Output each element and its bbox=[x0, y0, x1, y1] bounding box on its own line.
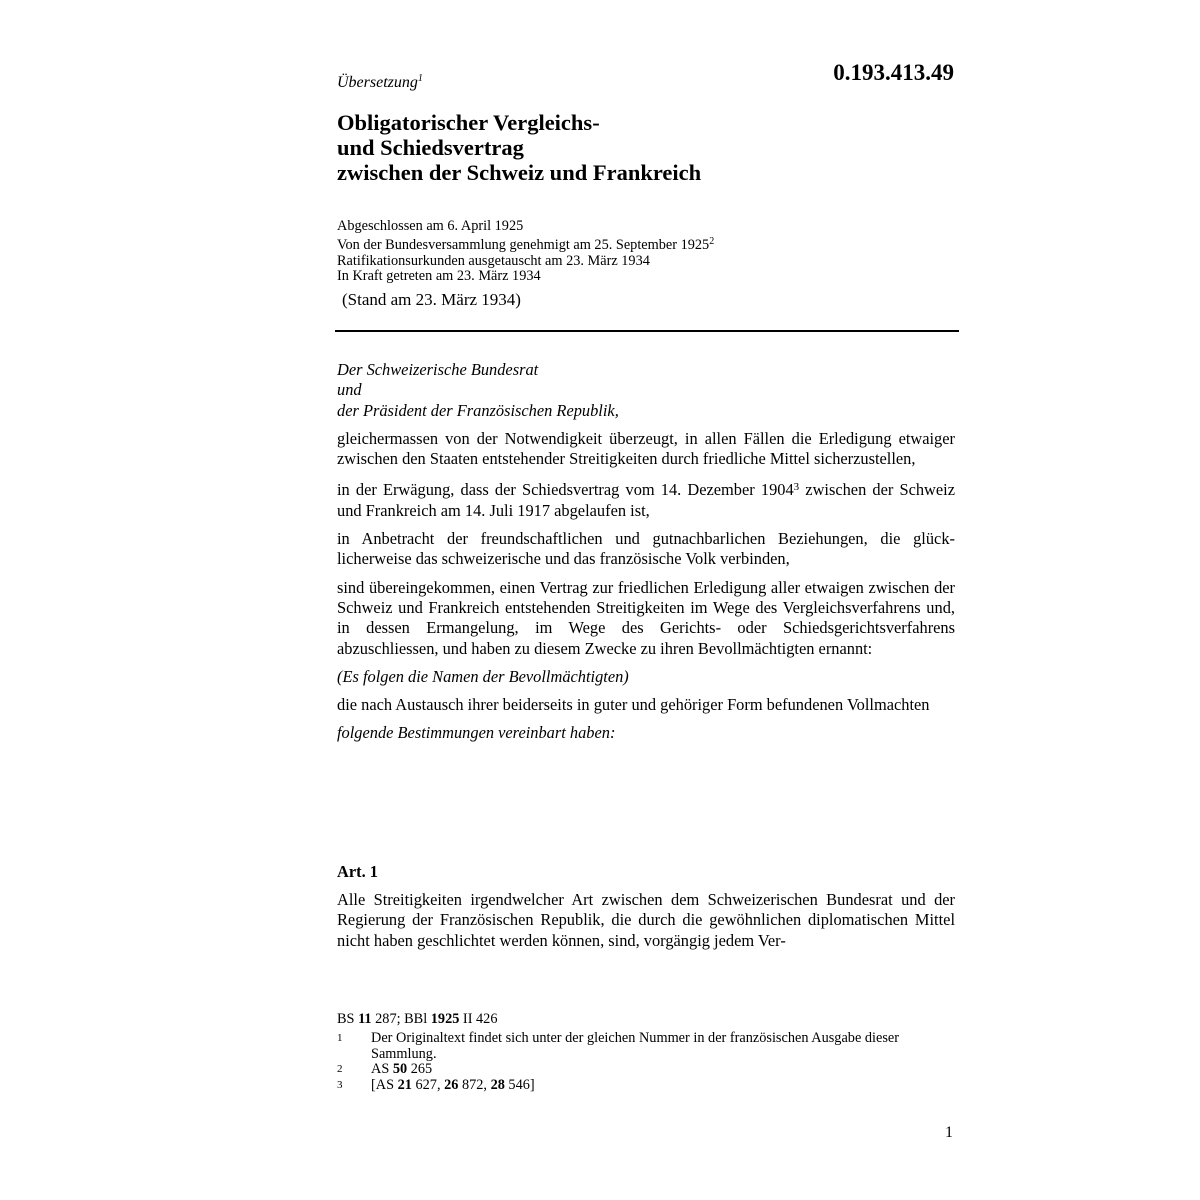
footnote-ref-1[interactable]: 1 bbox=[417, 73, 423, 84]
party-swiss: Der Schweizerische Bundesrat bbox=[337, 360, 539, 379]
party-and: und bbox=[337, 380, 362, 400]
preamble-closing: folgende Bestimmungen vereinbart haben: bbox=[337, 723, 616, 743]
title-line-3: zwischen der Schweiz und Frankreich bbox=[337, 160, 702, 185]
footnote-number: 3 bbox=[337, 1078, 343, 1091]
in-force-date: In Kraft getreten am 23. März 1934 bbox=[337, 268, 541, 285]
preamble-paragraph-2: in der Erwägung, dass der Schiedsvertrag vom 14. Dezember 1904$^3$ zwischen der Schweiz und Frankreich am 14. Juli 1917 abgelaufen ist, bbox=[337, 480, 955, 520]
party-french: der Präsident der Französischen Republik, bbox=[337, 400, 619, 420]
preamble-paragraph-6: die nach Austausch ihrer beiderseits in guter und gehöriger Form befundenen Vollmachten bbox=[337, 695, 930, 715]
concluded-date: Abgeschlossen am 6. April 1925 bbox=[337, 218, 524, 234]
footnote-2 bbox=[337, 1062, 937, 1078]
title-line-2: und Schiedsvertrag bbox=[337, 135, 524, 160]
page-number: 1 bbox=[945, 1124, 953, 1141]
sr-number: 0.193.413.49 bbox=[833, 60, 954, 85]
translation-label: Übersetzung$^1$ bbox=[337, 73, 423, 91]
status-date: (Stand am 23. März 1934) bbox=[342, 290, 521, 309]
preamble-paragraph-1: gleichermassen von der Notwendigkeit überzeugt, in allen Fällen die Erledigung etwaiger zwischen den Staaten entstehender Streitigkeiten durch friedliche Mittel sicherzustellen, bbox=[337, 428, 955, 469]
footnote-text: AS 50 265 bbox=[371, 1061, 433, 1077]
preamble bbox=[337, 360, 955, 752]
footnote-1 bbox=[337, 1031, 937, 1062]
footnote-number: 1 bbox=[337, 1032, 343, 1044]
article-1-heading: Art. 1 bbox=[337, 862, 378, 881]
footnote-ref-2[interactable]: 2 bbox=[709, 236, 715, 248]
enactment-info bbox=[337, 219, 714, 285]
source-reference: BS 11 287; BBl 1925 II 426 bbox=[337, 1011, 498, 1027]
footnote-text: Der Originaltext findet sich unter der gleichen Nummer in der französischen Ausgabe dieser Sammlung. bbox=[371, 1030, 900, 1062]
article-1-text: Alle Streitigkeiten irgendwelcher Art zwischen dem Schweizerischen Bundesrat und der Regierung der Französischen Republik, die durch die gewöhnlichen diplomatischen Mittel nicht haben geschlichtet werden können, sind, vorgängig jedem Ver- bbox=[337, 890, 955, 950]
approved-date: Von der Bundesversammlung genehmigt am 25. September 1925$^2$ bbox=[337, 236, 715, 254]
preamble-paragraph-4: sind übereingekommen, einen Vertrag zur friedlichen Erledigung aller etwaigen zwischen der Schweiz und Frankreich entstehenden Streitigkeiten im Wege des Vergleichsverfahrens und, in dessen Ermangelung, im Wege des Gerichts- oder Schiedsgerichtsverfahrens abzuschliessen, und haben zu diesem Zwecke zu ihren Bevollmächtigten ernannt: bbox=[337, 577, 955, 658]
ratified-date: Ratifikationsurkunden ausgetauscht am 23. März 1934 bbox=[337, 252, 650, 269]
preamble-paragraph-3: in Anbetracht der freundschaftlichen und gutnachbarlichen Beziehungen, die glücklicherweise das schweizerische und das französische Volk verbinden, bbox=[337, 529, 955, 569]
footnote-ref-3[interactable]: 3 bbox=[793, 481, 800, 494]
footnote-number: 2 bbox=[337, 1063, 343, 1075]
plenipotentiaries-note: (Es folgen die Namen der Bevollmächtigten) bbox=[337, 666, 629, 686]
footnote-text: [AS 21 627, 26 872, 28 546] bbox=[371, 1076, 535, 1093]
header-divider bbox=[335, 330, 959, 332]
document-title bbox=[337, 110, 701, 185]
footnote-3 bbox=[337, 1078, 937, 1094]
footnotes bbox=[337, 1031, 937, 1093]
title-line-1: Obligatorischer Vergleichs- bbox=[337, 110, 600, 135]
